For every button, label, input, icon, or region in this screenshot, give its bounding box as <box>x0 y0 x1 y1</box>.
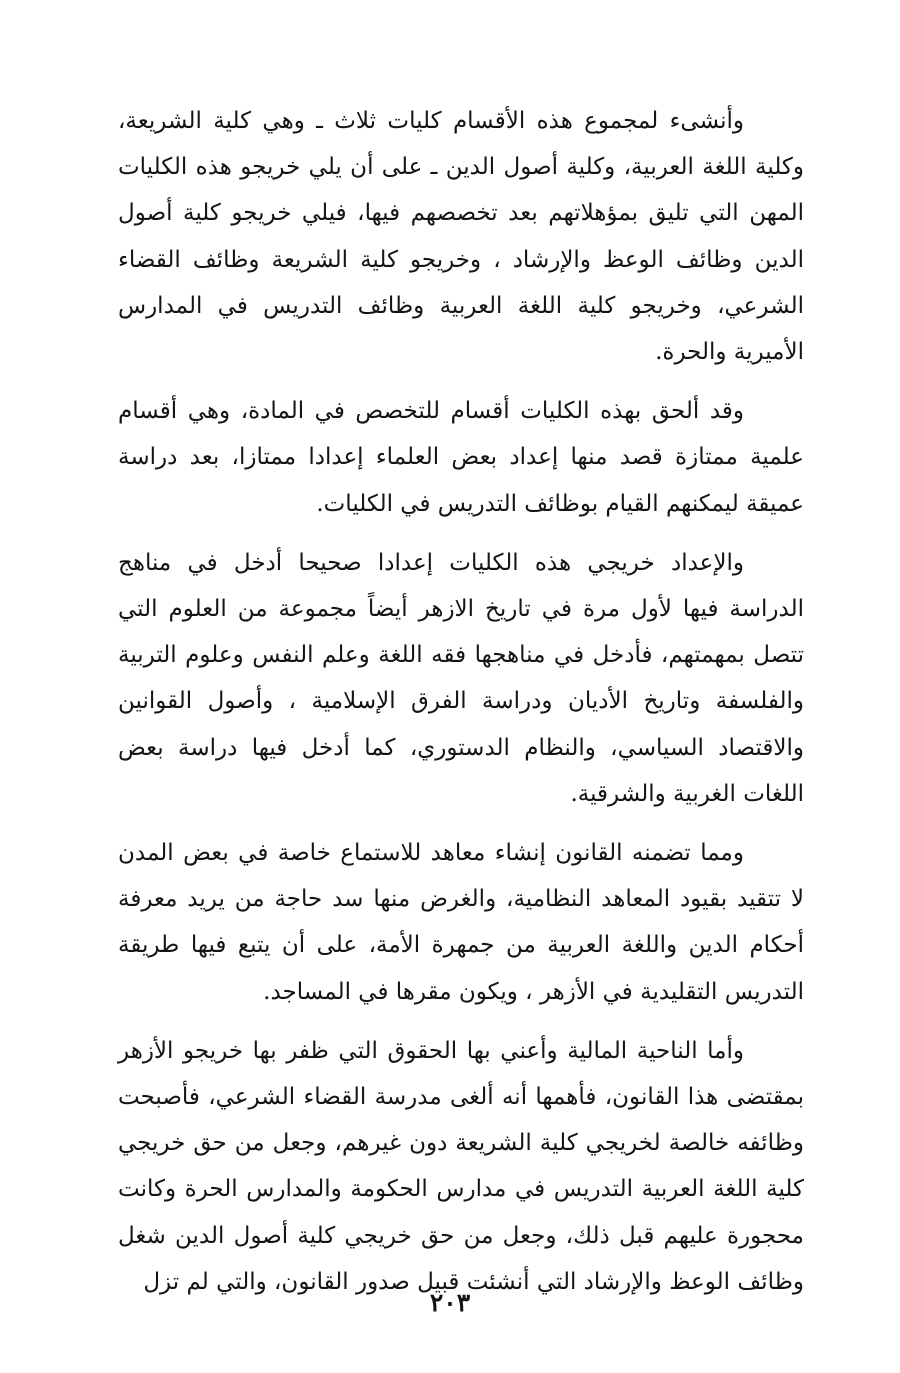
paragraph-5: وأما الناحية المالية وأعني بها الحقوق التي ظفر بها خريجو الأزهر بمقتضى هذا القانون، فأهمها أنه ألغى مدرسة القضاء الشرعي، فأصبحت وظائفه خالصة لخريجي كلية الشريعة دون غيرهم، وجعل من حق خريجي كلية اللغة العربية التدريس في مدارس الحكومة والمدارس الحرة وكانت محجورة عليهم قبل ذلك، وجعل من حق خريجي كلية أصول الدين شغل وظائف الوعظ والإرشاد التي أنشئت قبيل صدور القانون، والتي لم تزل <box>118 1037 804 1295</box>
paragraph-3: والإعداد خريجي هذه الكليات إعدادا صحيحا أدخل في مناهج الدراسة فيها لأول مرة في تاريخ الازهر أيضاً مجموعة من العلوم التي تتصل بمهمتهم، فأدخل في مناهجها فقه اللغة وعلم النفس وعلوم التربية والفلسفة وتاريخ الأديان ودراسة الفرق الإسلامية ، وأصول القوانين والاقتصاد السياسي، والنظام الدستوري، كما أدخل فيها دراسة بعض اللغات الغربية والشرقية. <box>118 549 804 807</box>
paragraph-1: وأنشىء لمجموع هذه الأقسام كليات ثلاث ـ وهي كلية الشريعة، وكلية اللغة العربية، وكلية أصول الدين ـ على أن يلي خريجو هذه الكليات المهن التي تليق بمؤهلاتهم بعد تخصصهم فيها، فيلي خريجو كلية أصول الدين وظائف الوعظ والإرشاد ، وخريجو كلية الشريعة وظائف القضاء الشرعي، وخريجو كلية اللغة العربية وظائف التدريس في المدارس الأميرية والحرة. <box>118 108 804 366</box>
paragraph-4: ومما تضمنه القانون إنشاء معاهد للاستماع خاصة في بعض المدن لا تتقيد بقيود المعاهد النظامية، والغرض منها سد حاجة من يريد معرفة أحكام الدين واللغة العربية من جمهرة الأمة، على أن يتبع فيها طريقة التدريس التقليدية في الأزهر ، ويكون مقرها في المساجد. <box>118 840 804 1005</box>
paragraph-2: وقد ألحق بهذه الكليات أقسام للتخصص في المادة، وهي أقسام علمية ممتازة قصد منها إعداد بعض العلماء إعدادا ممتازا، بعد دراسة عميقة ليمكنهم القيام بوظائف التدريس في الكليات. <box>118 398 804 517</box>
page-body <box>118 98 804 1305</box>
page-number: ٢٠٣ <box>429 1288 471 1317</box>
